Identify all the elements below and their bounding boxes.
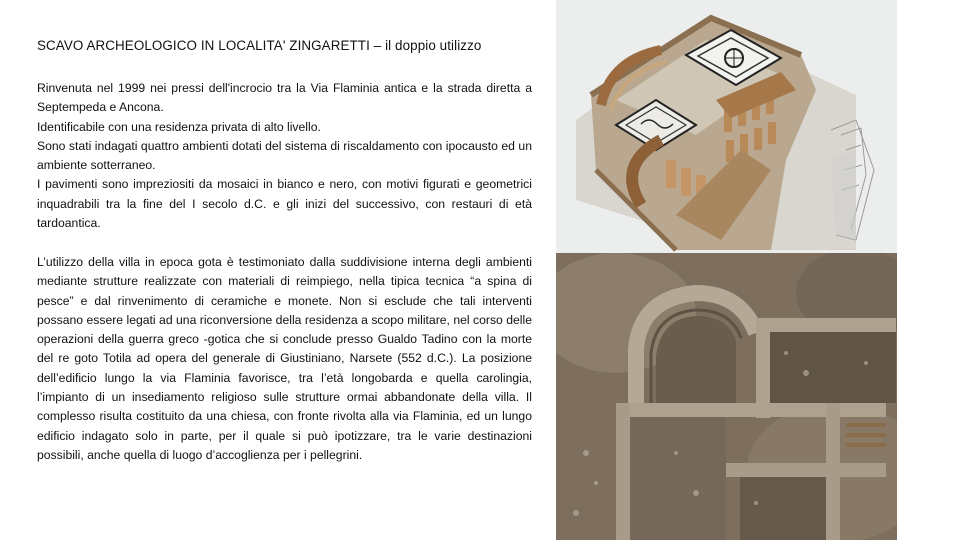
reconstruction-image [556,0,897,253]
text-line: I pavimenti sono impreziositi da mosaici in bianco e nero, con motivi figurati e geometrici inquadrabili tra la fine del I secolo d.C. e gli inizi del successivo, con restauri di età tardoantica. [37,177,532,231]
slide-title: SCAVO ARCHEOLOGICO IN LOCALITA' ZINGARETTI – il doppio utilizzo [37,38,482,53]
text-line: Sono stati indagati quattro ambienti dotati del sistema di riscaldamento con ipocausto ed un ambiente sotterraneo. [37,138,532,173]
text-line: L’utilizzo della villa in epoca gota è testimoniato dalla suddivisione interna degli ambienti mediante strutture realizzate con materiali di reimpiego, nella tipica tecnica “a spina di pesce” e dal rinvenimento di ceramiche e monete. Non si esclude che tali interventi possano essere legati ad una riconversione della residenza a scopo militare, nel corso delle operazioni della guerra greco -gotica che si conclude presso Gualdo Tadino con la morte del re goto Totila ad opera del generale di Giustiniano, Narsete (552 d.C.). La posizione dell’edificio lungo la via Flaminia favorisce, tra l’età longobarda e quella carolingia, l’impianto di un insediamento religioso sulle strutture ormai abbandonate della villa. Il complesso risulta costituito da una chiesa, con fronte rivolta alla via Flaminia, ed un lungo edificio indagato solo in parte, per il quale si può ipotizzare, tra le varie destinazioni possibili, anche quella di luogo d’accoglienza per i pellegrini. [37,255,532,462]
gothic-use-paragraph [37,253,532,465]
excavation-photo [556,253,897,540]
text-line: Identificabile con una residenza privata di alto livello. [37,119,321,134]
intro-paragraph [37,79,532,233]
text-line: Rinvenuta nel 1999 nei pressi dell'incrocio tra la Via Flaminia antica e la strada diretta a Septempeda e Ancona. [37,81,532,115]
